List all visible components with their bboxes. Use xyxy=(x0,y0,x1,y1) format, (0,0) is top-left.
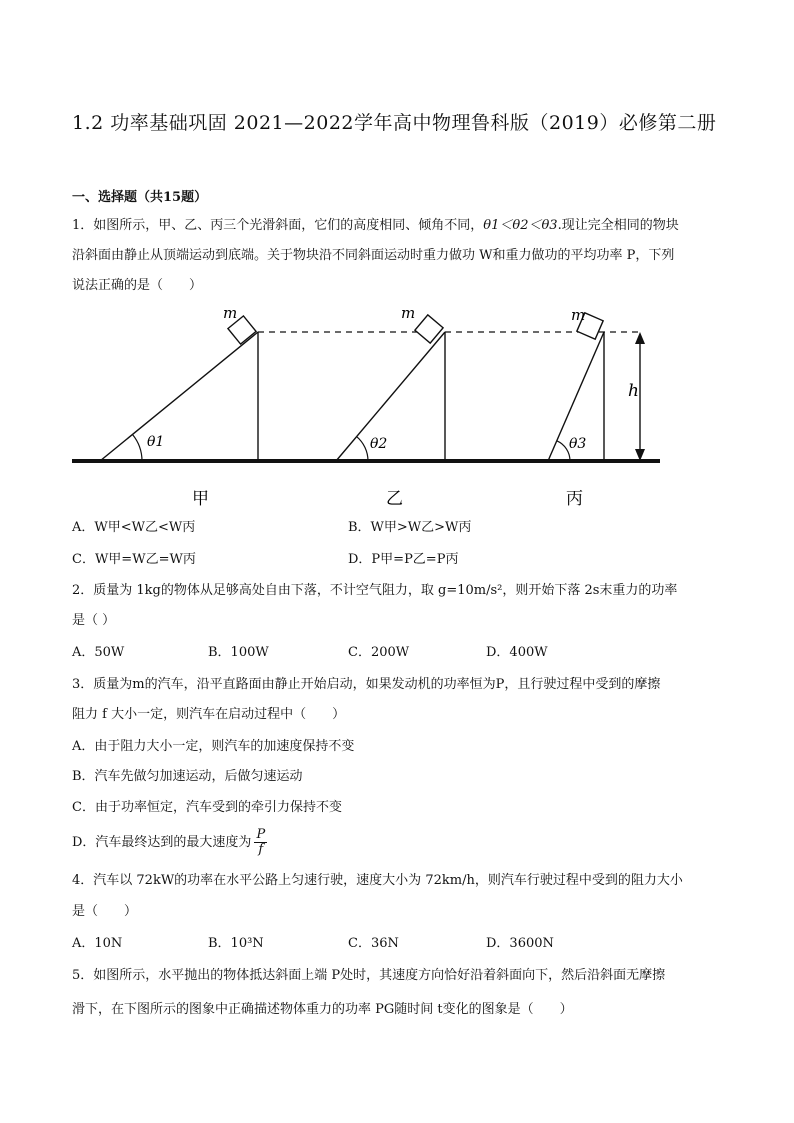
angle-label-jia: θ1 xyxy=(147,434,165,450)
q2-text-line-2: 是（ ） xyxy=(72,613,116,628)
incline-jia xyxy=(100,332,258,461)
q2-option-a[interactable]: A．50W xyxy=(72,645,125,660)
q4-option-c[interactable]: C．36N xyxy=(348,936,399,951)
angle-arc-jia xyxy=(133,435,143,462)
q1-text-part: .现让完全相同的物块 xyxy=(557,218,679,233)
q1-angle-relation: θ1＜θ2＜θ3 xyxy=(483,218,558,233)
q1-option-a[interactable]: A．W甲<W乙<W丙 xyxy=(72,520,196,535)
incline-yi xyxy=(336,332,445,461)
q1-text-line-1 xyxy=(72,216,679,236)
section-heading: 一、选择题（共15题） xyxy=(72,190,208,205)
q3-option-d[interactable] xyxy=(72,828,267,857)
q1-inclines-figure xyxy=(0,300,794,520)
q4-text-line-1: 4．汽车以 72kW的功率在水平公路上匀速行驶，速度大小为 72km/h，则汽车行驶过程中受到的阻力大小 xyxy=(72,873,683,888)
q1-option-d[interactable]: D．P甲=P乙=P丙 xyxy=(348,552,459,567)
incline-name-yi: 乙 xyxy=(386,489,403,509)
q5-text-line-2: 滑下，在下图所示的图象中正确描述物体重力的功率 PG随时间 t变化的图象是（ ） xyxy=(72,1002,573,1017)
q5-text-line-1: 5．如图所示，水平抛出的物体抵达斜面上端 P处时，其速度方向恰好沿着斜面向下，然后沿斜面无摩擦 xyxy=(72,968,666,983)
q1-text-line-3: 说法正确的是（ ） xyxy=(72,278,203,293)
q2-text-line-1: 2．质量为 1kg的物体从足够高处自由下落，不计空气阻力，取 g=10m/s²，则开始下落 2s末重力的功率 xyxy=(72,583,678,598)
fraction-denominator: f xyxy=(258,842,264,857)
q3-text-line-2: 阻力 f 大小一定，则汽车在启动过程中（ ） xyxy=(72,707,346,722)
q2-option-c[interactable]: C．200W xyxy=(348,645,410,660)
q3-option-b[interactable]: B．汽车先做匀加速运动，后做匀速运动 xyxy=(72,769,303,784)
q2-option-d[interactable]: D．400W xyxy=(486,645,548,660)
q4-option-d[interactable]: D．3600N xyxy=(486,936,554,951)
angle-label-bing: θ3 xyxy=(569,436,587,452)
height-arrow-head-up xyxy=(635,332,645,344)
mass-label-yi: m xyxy=(401,304,416,322)
q3-option-c[interactable]: C．由于功率恒定，汽车受到的牵引力保持不变 xyxy=(72,800,342,815)
q4-option-b[interactable]: B．10³N xyxy=(208,936,264,951)
document-title: 1.2 功率基础巩固 2021—2022学年高中物理鲁科版（2019）必修第二册 xyxy=(72,112,717,134)
q3-option-d-text: D．汽车最终达到的最大速度为 xyxy=(72,835,252,850)
q4-option-a[interactable]: A．10N xyxy=(72,936,123,951)
fraction-numerator: P xyxy=(256,827,266,842)
q4-text-line-2: 是（ ） xyxy=(72,904,138,919)
q3-text-line-1: 3．质量为m的汽车，沿平直路面由静止开始启动，如果发动机的功率恒为P，且行驶过程中受到的摩擦 xyxy=(72,677,661,692)
angle-arc-yi xyxy=(357,437,368,461)
incline-name-jia: 甲 xyxy=(192,489,209,509)
q3-option-a[interactable]: A．由于阻力大小一定，则汽车的加速度保持不变 xyxy=(72,739,355,754)
q1-text-part: 1．如图所示，甲、乙、丙三个光滑斜面，它们的高度相同、倾角不同， xyxy=(72,218,484,233)
incline-name-bing: 丙 xyxy=(566,489,583,509)
mass-label-jia: m xyxy=(223,304,238,322)
height-label: h xyxy=(628,381,639,401)
q1-text-line-2: 沿斜面由静止从顶端运动到底端。关于物块沿不同斜面运动时重力做功 W和重力做功的平均功率 P，下列 xyxy=(72,248,675,263)
q1-option-b[interactable]: B．W甲>W乙>W丙 xyxy=(348,520,472,535)
angle-label-yi: θ2 xyxy=(370,436,388,452)
max-speed-fraction xyxy=(254,828,267,857)
mass-label-bing: m xyxy=(571,306,586,324)
q1-option-c[interactable]: C．W甲=W乙=W丙 xyxy=(72,552,196,567)
q2-option-b[interactable]: B．100W xyxy=(208,645,269,660)
